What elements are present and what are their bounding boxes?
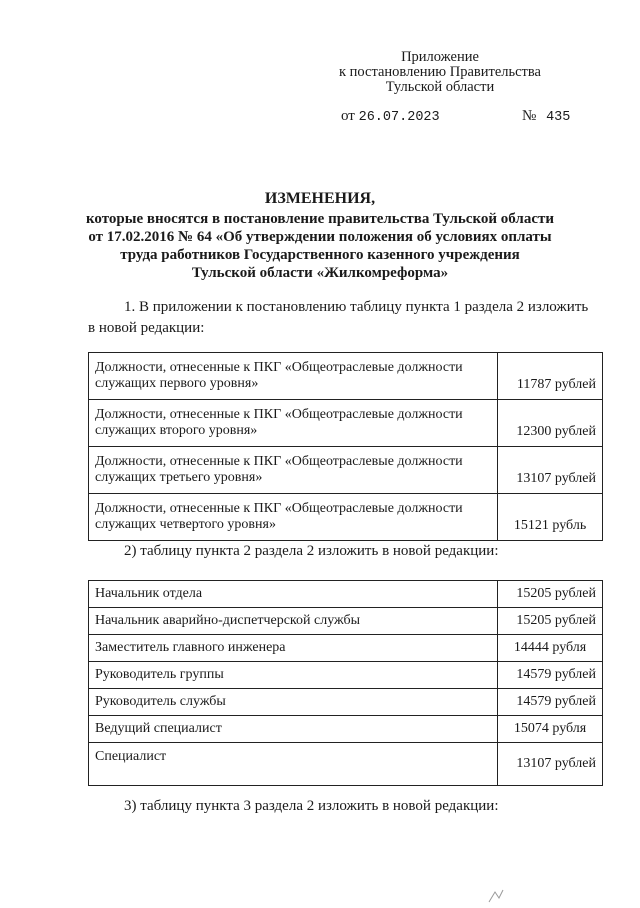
table-row xyxy=(89,635,603,662)
table-cell-position: Специалист xyxy=(89,743,498,786)
table-cell-position: Руководитель службы xyxy=(89,689,498,716)
section1-intro-line2: в новой редакции: xyxy=(88,320,205,336)
table-cell-salary: 13107 рублей xyxy=(498,743,603,786)
table-cell-salary: 15205 рублей xyxy=(498,581,603,608)
cell-line: Должности, отнесенные к ПКГ «Общеотраслевые должности xyxy=(95,360,463,375)
cell-line: служащих четвертого уровня» xyxy=(95,517,276,532)
table-row xyxy=(89,608,603,635)
table-row xyxy=(89,743,603,786)
number-line xyxy=(522,106,570,128)
date-line xyxy=(341,106,440,128)
table-cell-position xyxy=(89,447,498,494)
table-cell-salary: 15121 рубль xyxy=(498,494,603,541)
title-line: труда работников Государственного казенного учреждения xyxy=(120,247,520,263)
table-cell-position xyxy=(89,400,498,447)
table-row xyxy=(89,400,603,447)
appendix-line: к постановлению Правительства xyxy=(339,64,541,80)
title-line: от 17.02.2016 № 64 «Об утверждении положения об условиях оплаты xyxy=(88,229,552,245)
cell-line: Должности, отнесенные к ПКГ «Общеотраслевые должности xyxy=(95,407,463,422)
document-number: 435 xyxy=(546,110,571,125)
table-cell-salary: 13107 рублей xyxy=(498,447,603,494)
table-cell-salary: 14444 рубля xyxy=(498,635,603,662)
table-row xyxy=(89,689,603,716)
table-cell-salary: 14579 рублей xyxy=(498,662,603,689)
cell-line: Должности, отнесенные к ПКГ «Общеотраслевые должности xyxy=(95,454,463,469)
table-cell-position xyxy=(89,494,498,541)
appendix-block xyxy=(320,50,560,95)
title-line: которые вносятся в постановление правительства Тульской области xyxy=(85,211,555,227)
cell-line: служащих первого уровня» xyxy=(95,376,259,391)
table-cell-salary: 11787 рублей xyxy=(498,353,603,400)
title-heading: ИЗМЕНЕНИЯ, xyxy=(264,190,376,207)
table-row xyxy=(89,353,603,400)
scan-mark-icon xyxy=(487,888,505,904)
cell-line: служащих второго уровня» xyxy=(95,423,258,438)
table-cell-salary: 14579 рублей xyxy=(498,689,603,716)
table-cell-position: Начальник аварийно-диспетчерской службы xyxy=(89,608,498,635)
table-row xyxy=(89,581,603,608)
table-row xyxy=(89,494,603,541)
document-title xyxy=(60,190,580,282)
table-cell-position: Ведущий специалист xyxy=(89,716,498,743)
table-cell-position: Заместитель главного инженера xyxy=(89,635,498,662)
cell-line: Должности, отнесенные к ПКГ «Общеотраслевые должности xyxy=(95,501,463,516)
section1-intro-line1: 1. В приложении к постановлению таблицу пункта 1 раздела 2 изложить xyxy=(124,299,589,315)
table-cell-position: Начальник отдела xyxy=(89,581,498,608)
cell-line: служащих третьего уровня» xyxy=(95,470,263,485)
table-cell-salary: 12300 рублей xyxy=(498,400,603,447)
table-cell-salary: 15205 рублей xyxy=(498,608,603,635)
table-row xyxy=(89,716,603,743)
date-prefix: от xyxy=(341,108,355,124)
table-row xyxy=(89,447,603,494)
appendix-line: Приложение xyxy=(401,49,479,65)
section2-intro: 2) таблицу пункта 2 раздела 2 изложить в новой редакции: xyxy=(124,543,499,559)
table-cell-salary: 15074 рубля xyxy=(498,716,603,743)
appendix-line: Тульской области xyxy=(385,79,495,95)
table-pkg-positions xyxy=(88,352,603,541)
title-line: Тульской области «Жилкомреформа» xyxy=(191,265,449,281)
table-cell-position: Руководитель группы xyxy=(89,662,498,689)
document-date: 26.07.2023 xyxy=(358,110,440,125)
table-staff-positions xyxy=(88,580,603,786)
table-row xyxy=(89,662,603,689)
section3-intro: 3) таблицу пункта 3 раздела 2 изложить в новой редакции: xyxy=(124,798,499,814)
table-cell-position xyxy=(89,353,498,400)
number-prefix: № xyxy=(522,108,537,124)
